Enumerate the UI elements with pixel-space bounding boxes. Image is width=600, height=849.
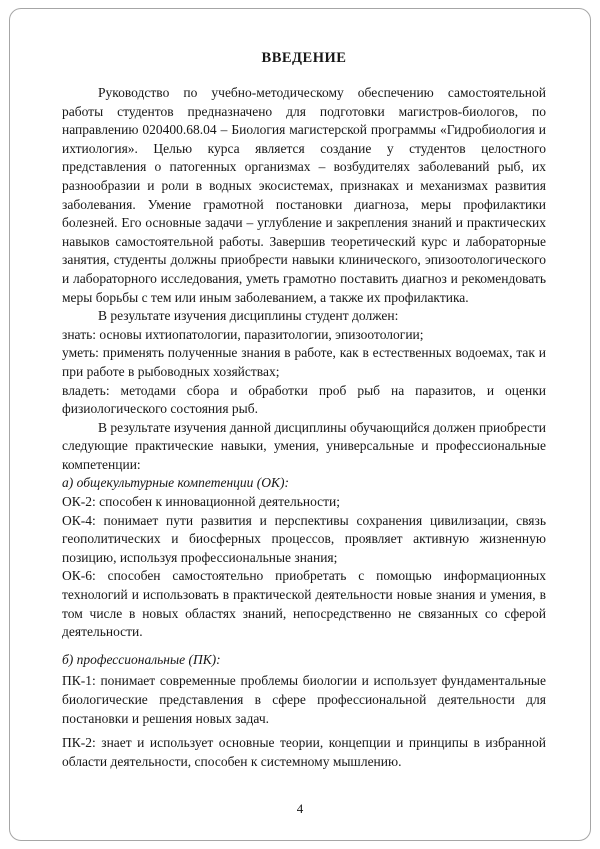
paragraph-ok2: ОК-2: способен к инновационной деятельности; bbox=[62, 494, 341, 510]
paragraph-master: владеть: методами сбора и обработки проб рыб на паразитов, и оценки физиологического состояния рыб. bbox=[62, 382, 546, 417]
paragraph-intro: Руководство по учебно-методическому обеспечению самостоятельной работы студентов предназначено для подготовки магистров-биологов, по направлению 020400.68.04 – Биология магистерской программы «Гидробиология и ихтиология». Целью курса является создание у студентов целостного представления о патогенных организмах – возбудителях заболеваний рыб, их разнообразии и роли в водных экосистемах, признаках и механизмах развития заболевания. Умение грамотной постановки диагноза, меры профилактики болезней. Его основные задачи – углубление и закрепления знаний и практических навыков самостоятельной работы. Завершив теоретический курс и лабораторные занятия, студенты должны приобрести навыки клинического, эпизоотологического и лабораторного исследования, уметь грамотно поставить диагноз и рекомендовать меры борьбы с тем или иным заболеванием, а также их профилактика. bbox=[62, 85, 546, 305]
page-content bbox=[62, 50, 546, 771]
heading-pk-competencies: б) профессиональные (ПК): bbox=[62, 651, 221, 667]
page-number: 4 bbox=[296, 801, 304, 816]
paragraph-pk2: ПК-2: знает и использует основные теории, концепции и принципы в избранной области деятельности, способен к системному мышлению. bbox=[62, 735, 546, 769]
paragraph-pk1: ПК-1: понимает современные проблемы биологии и использует фундаментальные биологические представления в сфере профессиональной деятельности для постановки и решения новых задач. bbox=[62, 673, 546, 726]
paragraph-results-intro: В результате изучения дисциплины студент должен: bbox=[98, 308, 399, 324]
paragraph-competencies-intro: В результате изучения данной дисциплины обучающийся должен приобрести следующие практические навыки, умения, универсальные и профессиональные компетенции: bbox=[62, 419, 546, 472]
paragraph-know: знать: основы ихтиопатологии, паразитологии, эпизоотологии; bbox=[62, 326, 424, 342]
heading-ok-competencies: а) общекультурные компетенции (ОК): bbox=[62, 475, 289, 491]
paragraph-ok6: ОК-6: способен самостоятельно приобретать с помощью информационных технологий и использовать в практической деятельности новые знания и умения, в том числе в новых областях знаний, непосредственно не связанных со сферой деятельности. bbox=[62, 568, 546, 640]
paragraph-ok4: ОК-4: понимает пути развития и перспективы сохранения цивилизации, связь геополитических и биосферных процессов, проявляет активную жизненную позицию, используя профессиональные знания; bbox=[62, 512, 546, 565]
paragraph-able: уметь: применять полученные знания в работе, как в естественных водоемах, так и при работе в рыбоводных хозяйствах; bbox=[62, 345, 546, 379]
section-title: ВВЕДЕНИЕ bbox=[261, 50, 347, 66]
